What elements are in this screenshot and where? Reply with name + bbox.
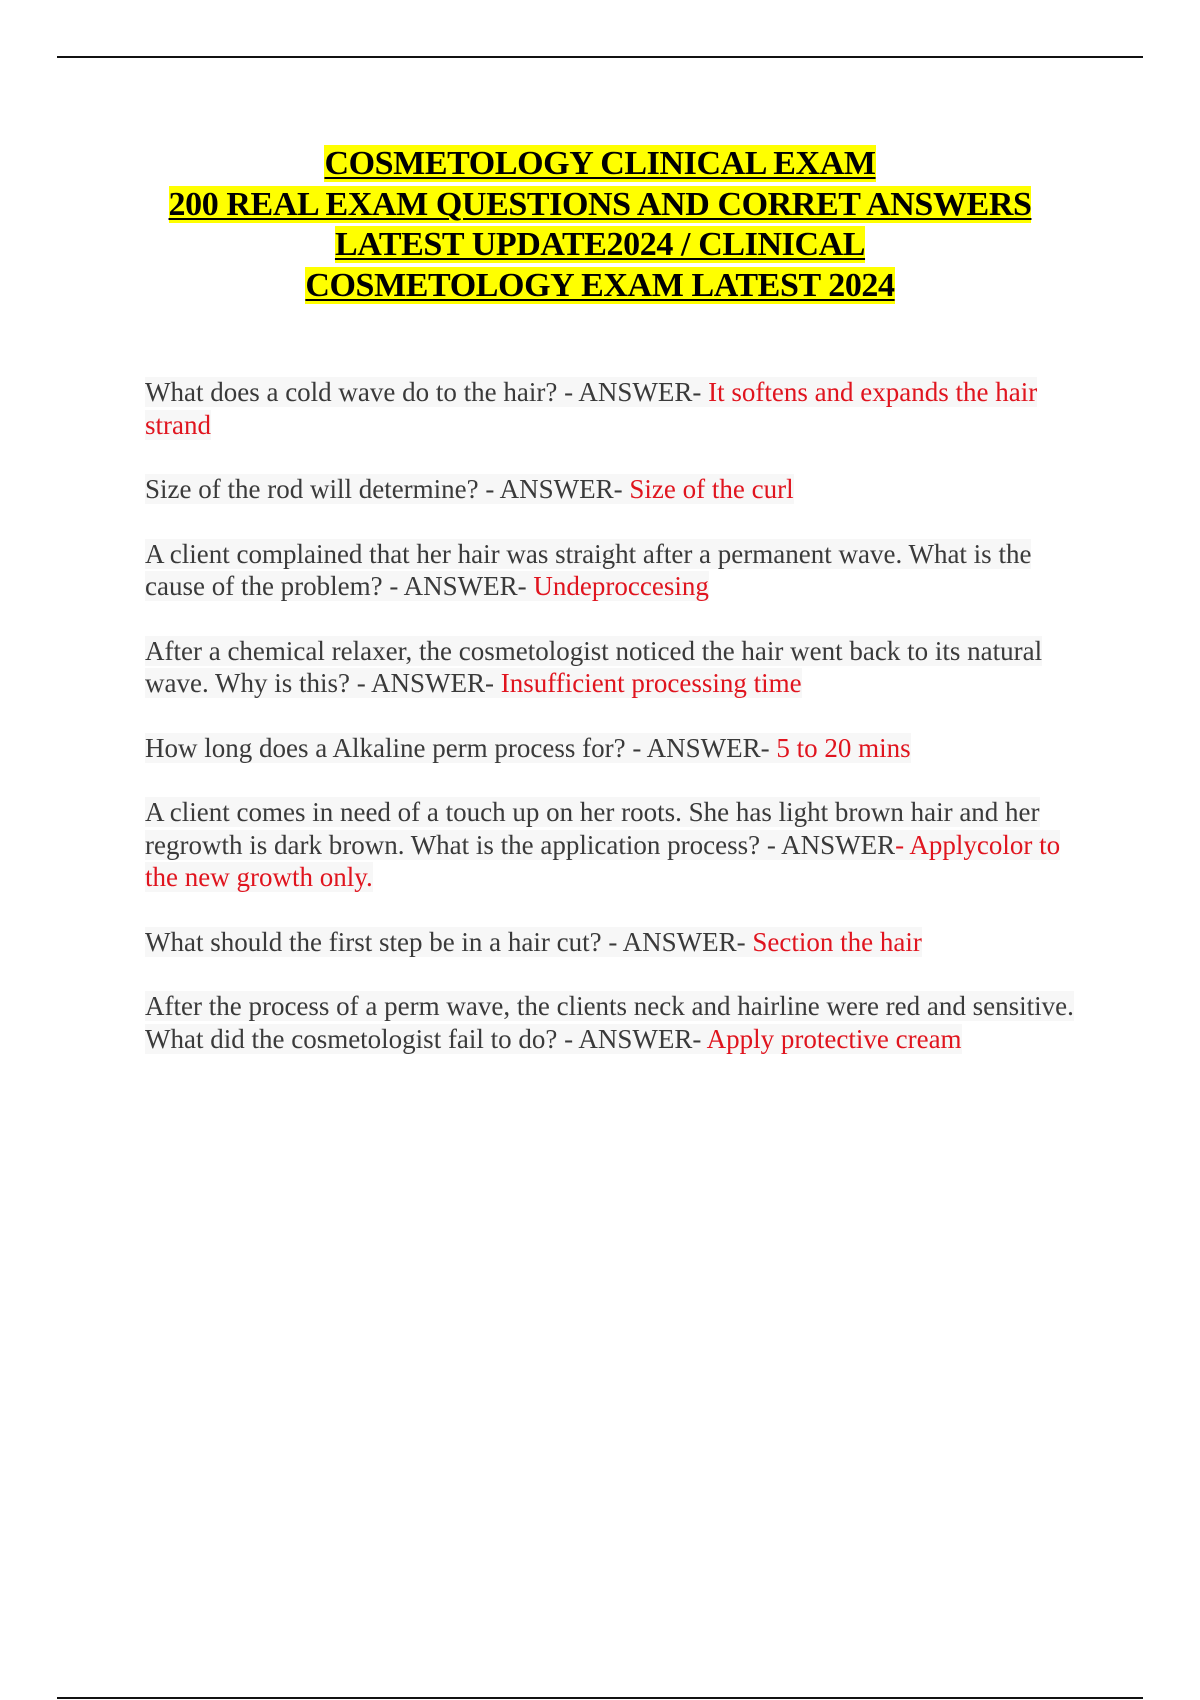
title-line-4: COSMETOLOGY EXAM LATEST 2024 (305, 266, 895, 304)
answer-text: Undeproccesing (526, 571, 709, 601)
qa-item-1 (145, 376, 1085, 441)
answer-text: Insufficient processing time (493, 668, 802, 698)
question-text: A client complained that her hair was straight after a permanent wave. What is the cause of the problem? - ANSWER- (145, 538, 1032, 601)
answer-text: Section the hair (745, 926, 922, 957)
question-text: Size of the rod will determine? - ANSWER- (145, 474, 623, 504)
title-line-2: 200 REAL EXAM QUESTIONS AND CORRET ANSWERS (168, 185, 1032, 223)
document-title (57, 144, 1143, 306)
question-text: What does a cold wave do to the hair? - ANSWER- (145, 377, 702, 407)
qa-item-7 (145, 926, 1085, 959)
qa-list (145, 376, 1085, 1087)
question-text: What should the first step be in a hair cut? - ANSWER- (145, 926, 746, 957)
question-text: After the process of a perm wave, the clients neck and hairline were red and sensitive. What did the cosmetologist fail to do? - ANSWER- (145, 991, 1074, 1054)
qa-item-6 (145, 796, 1085, 894)
qa-item-4 (145, 635, 1085, 700)
question-text: After a chemical relaxer, the cosmetologist noticed the hair went back to its natural wave. Why is this? - ANSWER- (145, 635, 1043, 698)
answer-text: - Applycolor to the new growth only. (145, 829, 1061, 892)
title-line-3: LATEST UPDATE2024 / CLINICAL (334, 226, 866, 263)
bottom-rule (57, 1697, 1143, 1699)
qa-item-5 (145, 732, 1085, 765)
top-rule (57, 56, 1143, 58)
answer-text: 5 to 20 mins (769, 732, 911, 763)
answer-text: It softens and expands the hair strand (145, 377, 1038, 440)
question-text: How long does a Alkaline perm process for? - ANSWER- (145, 732, 770, 763)
answer-text: Size of the curl (622, 474, 794, 504)
qa-item-8 (145, 990, 1085, 1055)
qa-item-2 (145, 473, 1085, 506)
title-line-1: COSMETOLOGY CLINICAL EXAM (324, 145, 876, 182)
question-text: A client comes in need of a touch up on her roots. She has light brown hair and her regrowth is dark brown. What is the application process? - ANSWER (145, 797, 1040, 860)
answer-text: Apply protective cream (701, 1023, 962, 1054)
qa-item-3 (145, 538, 1085, 603)
